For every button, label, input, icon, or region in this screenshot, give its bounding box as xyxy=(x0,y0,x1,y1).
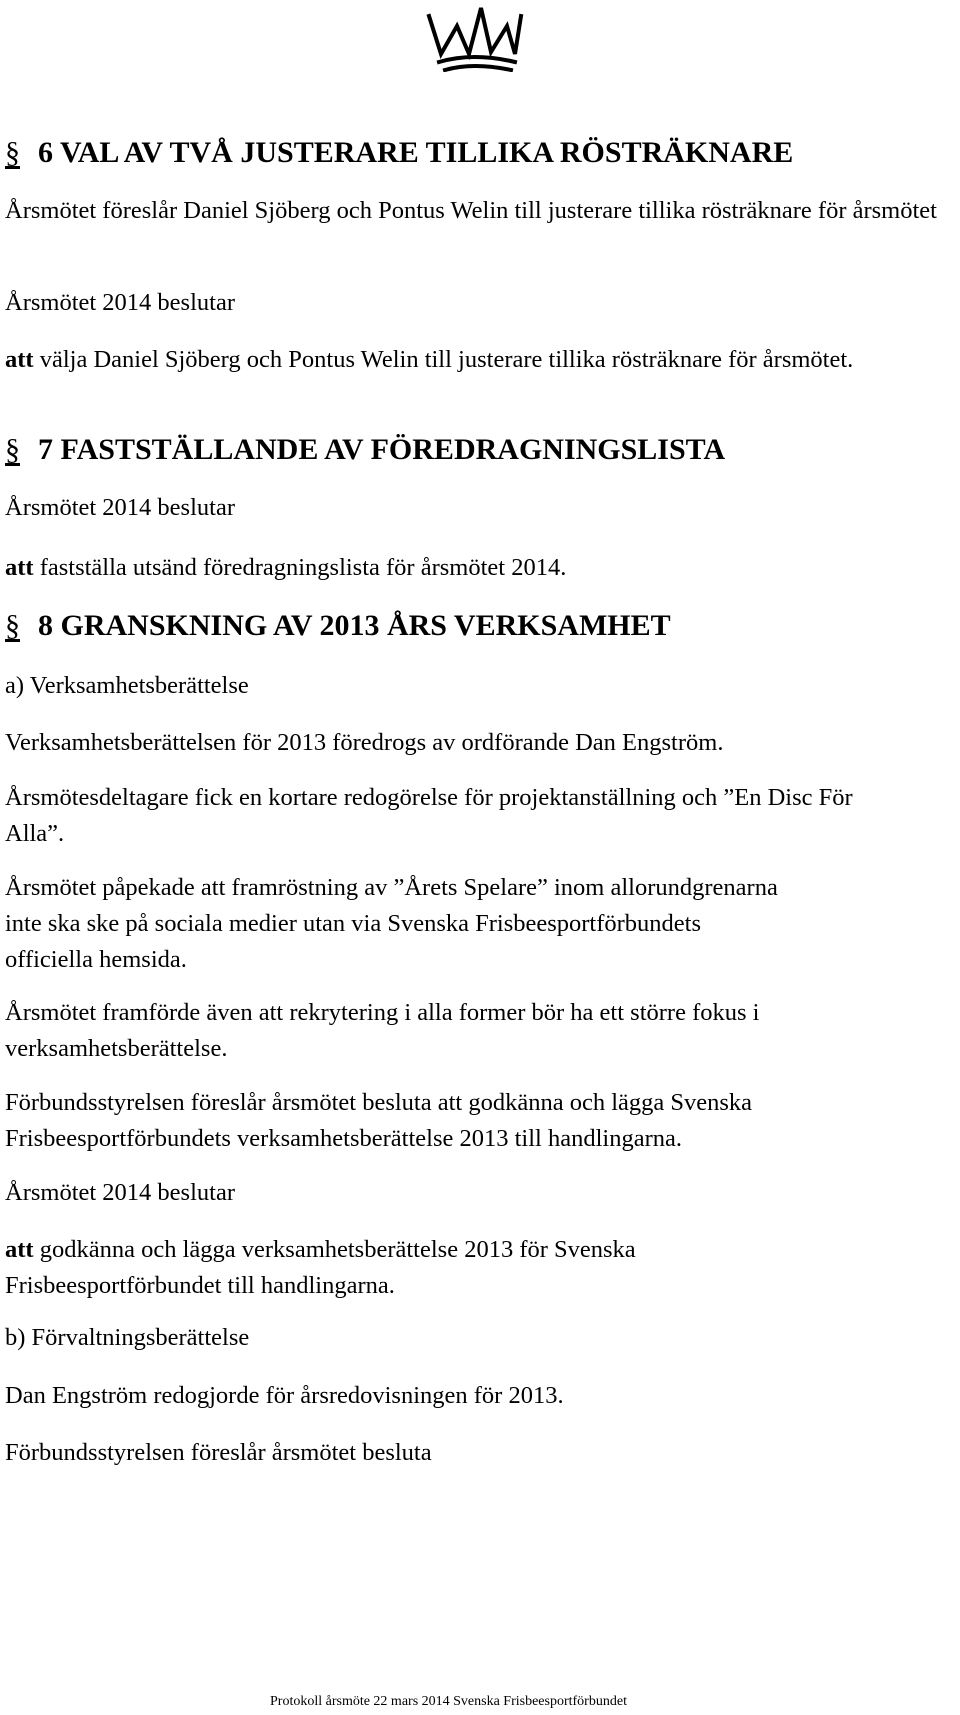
paragraph: Dan Engström redogjorde för årsredovisningen för 2013. xyxy=(5,1382,564,1409)
section-7-heading xyxy=(5,430,725,470)
section-title: 8 GRANSKNING AV 2013 ÅRS VERKSAMHET xyxy=(38,609,671,642)
paragraph: Förbundsstyrelsen föreslår årsmötet besluta att godkänna och lägga Svenska Frisbeesportförbundets verksamhetsberättelse 2013 till handlingarna. xyxy=(5,1089,753,1152)
paragraph: Årsmötet framförde även att rekrytering i alla former bör ha ett större fokus i verksamhetsberättelse. xyxy=(5,999,760,1062)
decision-paragraph: att välja Daniel Sjöberg och Pontus Welin till justerare tillika rösträknare för årsmötet. xyxy=(5,346,854,373)
section-title: 7 FASTSTÄLLANDE AV FÖREDRAGNINGSLISTA xyxy=(38,433,726,466)
section-symbol: § xyxy=(5,433,20,466)
paragraph: Årsmötet påpekade att framröstning av ”Årets Spelare” inom allorundgrenarna inte ska ske på sociala medier utan via Svenska Frisbeesportförbundets officiella hemsida. xyxy=(5,874,778,973)
paragraph: Årsmötet 2014 beslutar xyxy=(5,494,235,521)
att-keyword: att xyxy=(5,1236,34,1263)
page-footer: Protokoll årsmöte 22 mars 2014 Svenska Frisbeesportförbundet xyxy=(270,1694,627,1709)
section-6-heading xyxy=(5,133,793,173)
paragraph: Verksamhetsberättelsen för 2013 föredrogs av ordförande Dan Engström. xyxy=(5,729,724,756)
subheading: a) Verksamhetsberättelse xyxy=(5,672,249,699)
att-keyword: att xyxy=(5,346,34,373)
section-8-heading xyxy=(5,606,671,646)
section-symbol: § xyxy=(5,609,20,642)
paragraph: Årsmötet 2014 beslutar xyxy=(5,1179,235,1206)
section-symbol: § xyxy=(5,136,20,169)
paragraph: Årsmötet föreslår Daniel Sjöberg och Pontus Welin till justerare tillika rösträknare för årsmötet xyxy=(5,197,937,224)
paragraph: Förbundsstyrelsen föreslår årsmötet besluta xyxy=(5,1439,432,1466)
paragraph: Årsmötet 2014 beslutar xyxy=(5,289,235,316)
decision-paragraph: att fastställa utsänd föredragningslista för årsmötet 2014. xyxy=(5,554,567,581)
paragraph: Årsmötesdeltagare fick en kortare redogörelse för projektanställning och ”En Disc För Alla”. xyxy=(5,784,853,847)
att-keyword: att xyxy=(5,554,34,581)
crown-icon xyxy=(423,2,525,72)
section-title: 6 VAL AV TVÅ JUSTERARE TILLIKA RÖSTRÄKNARE xyxy=(38,136,794,169)
decision-paragraph: att godkänna och lägga verksamhetsberättelse 2013 för Svenska Frisbeesportförbundet till handlingarna. xyxy=(5,1236,636,1299)
subheading: b) Förvaltningsberättelse xyxy=(5,1324,250,1351)
